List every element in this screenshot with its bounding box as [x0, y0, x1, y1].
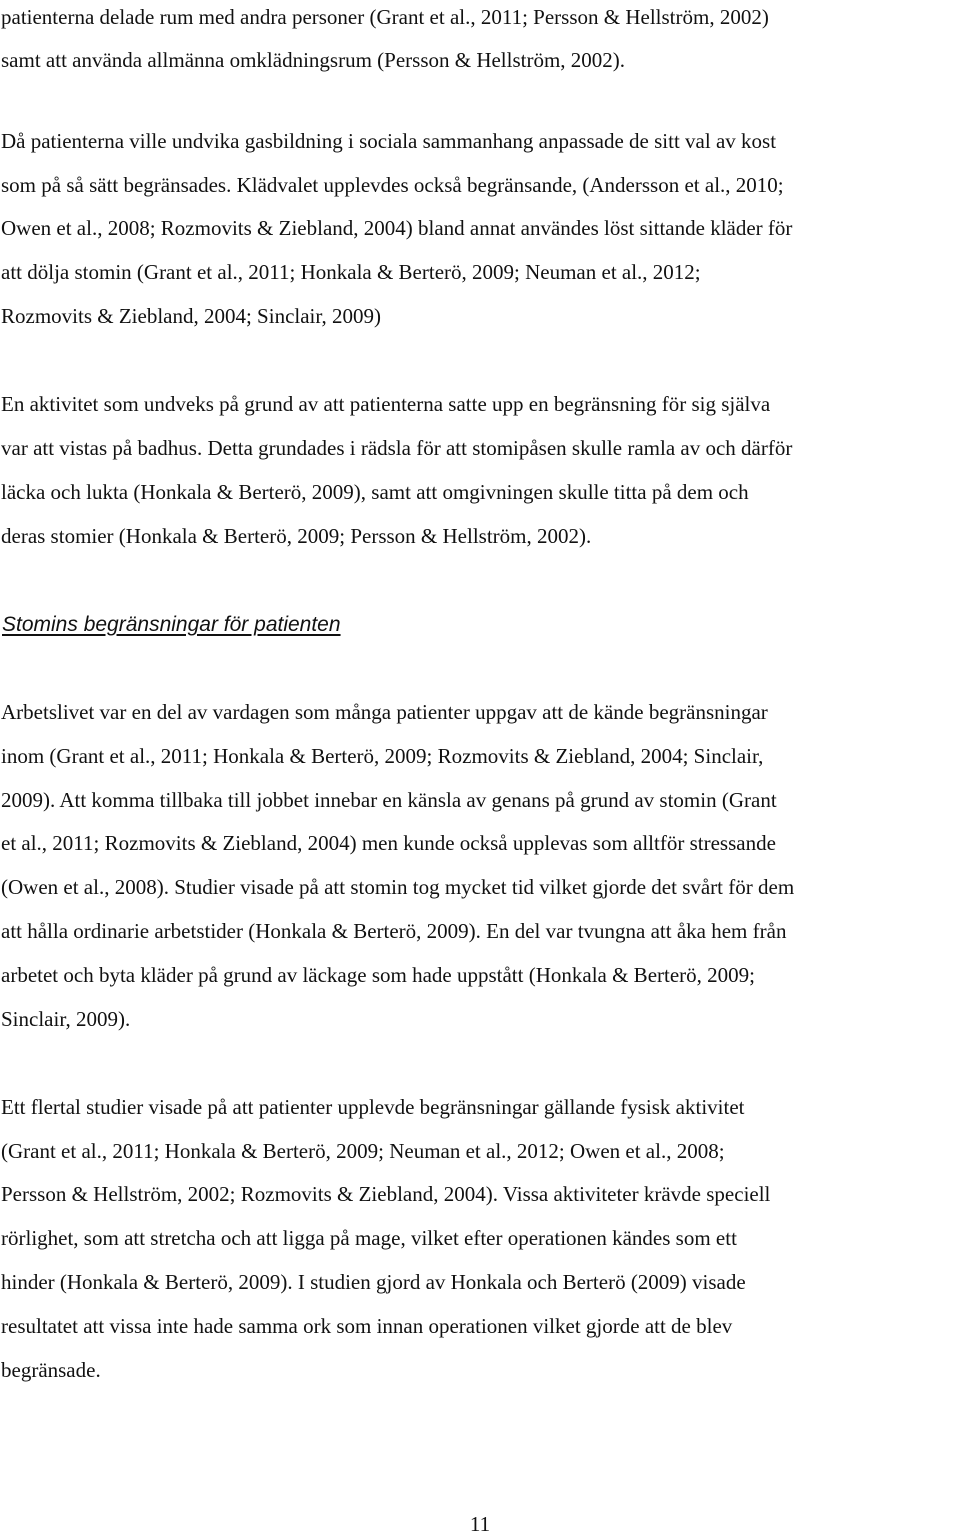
text-line: Rozmovits & Ziebland, 2004; Sinclair, 2009) [1, 304, 382, 328]
text-line: En aktivitet som undveks på grund av att patienterna satte upp en begränsning för sig själva [1, 392, 771, 416]
text-line: deras stomier (Honkala & Berterö, 2009; Persson & Hellström, 2002). [1, 524, 592, 548]
text-line: var att vistas på badhus. Detta grundades i rädsla för att stomipåsen skulle ramla av och därför [1, 436, 793, 460]
text-line: läcka och lukta (Honkala & Berterö, 2009), samt att omgivningen skulle titta på dem och [1, 480, 749, 504]
text-line: (Owen et al., 2008). Studier visade på att stomin tog mycket tid vilket gjorde det svårt för dem [1, 875, 795, 899]
text-line: Ett flertal studier visade på att patienter upplevde begränsningar gällande fysisk aktivitet [1, 1095, 745, 1119]
text-line: patienterna delade rum med andra personer (Grant et al., 2011; Persson & Hellström, 2002) [1, 5, 769, 29]
text-line: att dölja stomin (Grant et al., 2011; Honkala & Berterö, 2009; Neuman et al., 2012; [1, 260, 701, 284]
text-line: resultatet att vissa inte hade samma ork som innan operationen vilket gjorde att de blev [1, 1314, 733, 1338]
text-line: arbetet och byta kläder på grund av läckage som hade uppstått (Honkala & Berterö, 2009; [1, 963, 755, 987]
text-line: hinder (Honkala & Berterö, 2009). I studien gjord av Honkala och Berterö (2009) visade [1, 1270, 746, 1294]
text-line: som på så sätt begränsades. Klädvalet upplevdes också begränsande, (Andersson et al., 2010; [1, 173, 784, 197]
text-line: Owen et al., 2008; Rozmovits & Ziebland, 2004) bland annat användes löst sittande kläder för [1, 216, 793, 240]
text-line: Arbetslivet var en del av vardagen som många patienter uppgav att de kände begränsningar [1, 700, 768, 724]
text-line: rörlighet, som att stretcha och att ligga på mage, vilket efter operationen kändes som ett [1, 1226, 737, 1250]
text-line: inom (Grant et al., 2011; Honkala & Berterö, 2009; Rozmovits & Ziebland, 2004; Sinclair, [1, 744, 764, 768]
text-line: Sinclair, 2009). [1, 1007, 131, 1031]
text-line: (Grant et al., 2011; Honkala & Berterö, 2009; Neuman et al., 2012; Owen et al., 2008; [1, 1139, 725, 1163]
page-number: 11 [469, 1512, 491, 1536]
text-line: att hålla ordinarie arbetstider (Honkala & Berterö, 2009). En del var tvungna att åka hem från [1, 919, 787, 943]
text-line: Persson & Hellström, 2002; Rozmovits & Ziebland, 2004). Vissa aktiviteter krävde speciell [1, 1182, 771, 1206]
text-line: Då patienterna ville undvika gasbildning i sociala sammanhang anpassade de sitt val av kost [1, 129, 777, 153]
text-line: samt att använda allmänna omklädningsrum (Persson & Hellström, 2002). [1, 48, 626, 72]
section-heading: Stomins begränsningar för patienten [2, 613, 341, 636]
text-line: 2009). Att komma tillbaka till jobbet innebar en känsla av genans på grund av stomin (Grant [1, 788, 777, 812]
text-line: begränsade. [1, 1358, 101, 1382]
text-line: et al., 2011; Rozmovits & Ziebland, 2004) men kunde också upplevas som alltför stressande [1, 831, 776, 855]
